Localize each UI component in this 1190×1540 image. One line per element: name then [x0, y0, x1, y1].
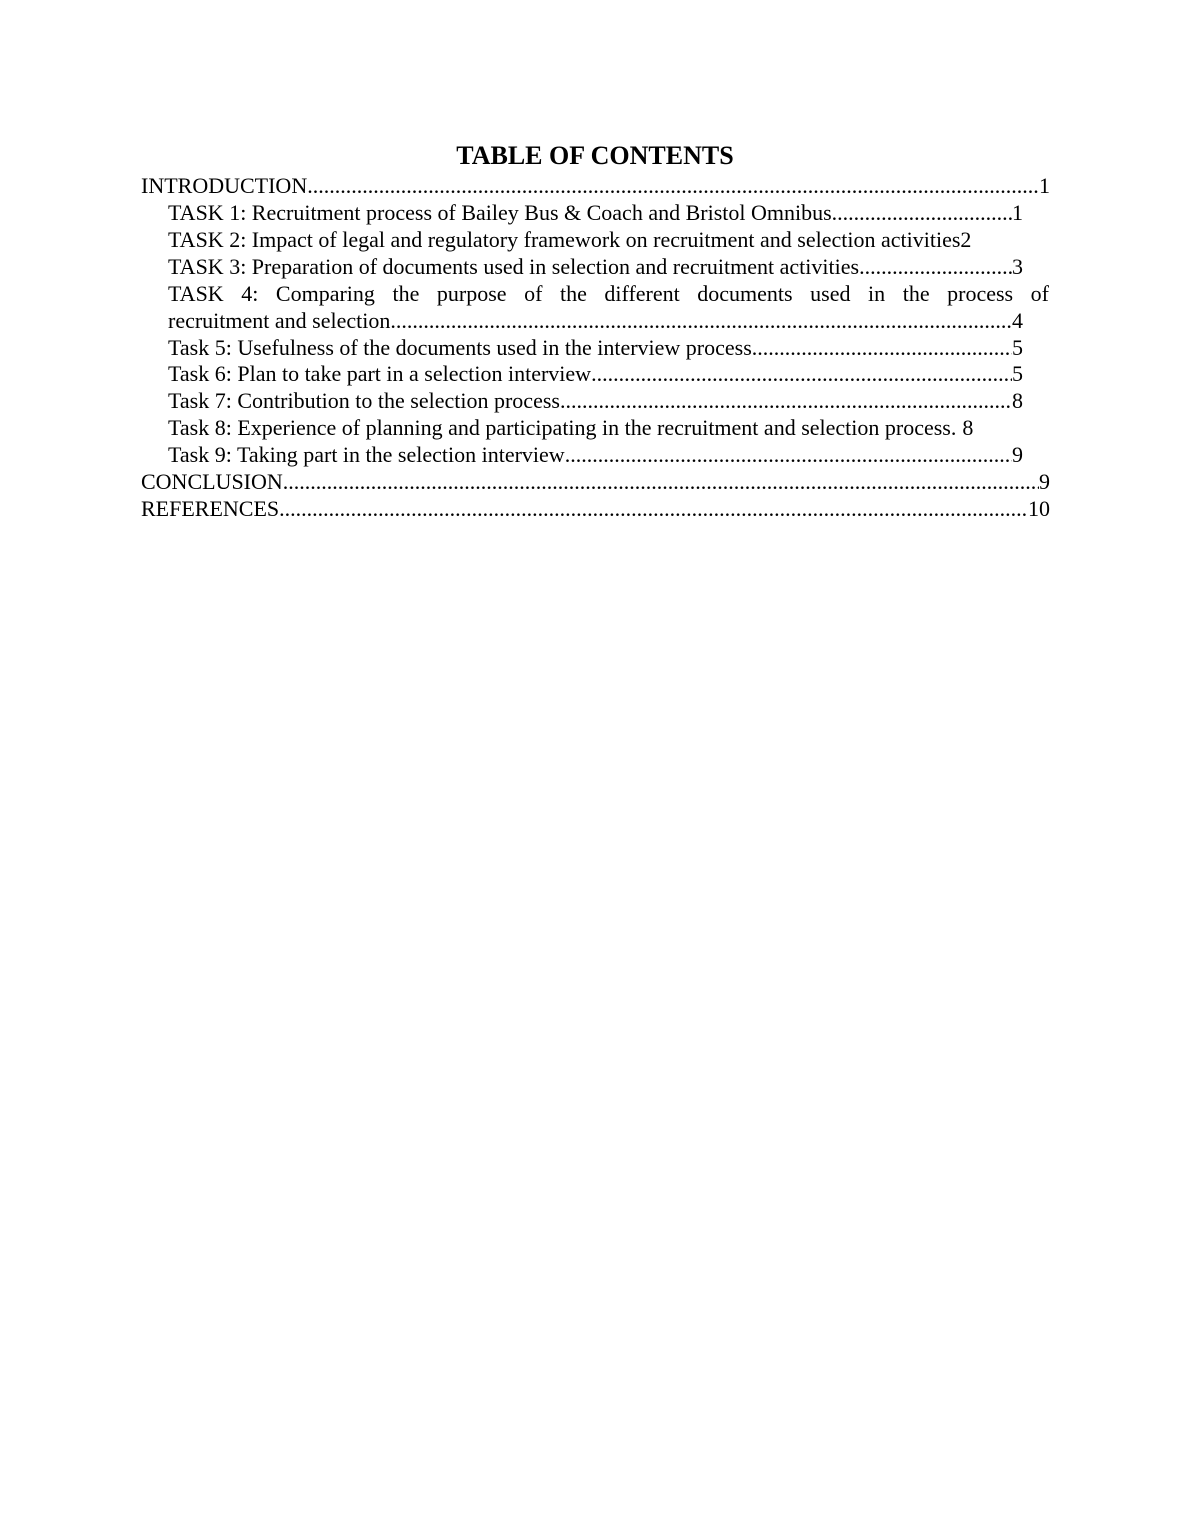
toc-leader-dots [859, 253, 1012, 280]
toc-entry-label: TASK 3: Preparation of documents used in selection and recruitment activities [168, 254, 860, 279]
toc-leader-dots [565, 441, 1012, 468]
toc-page-number: 5 [1012, 361, 1023, 386]
toc-entry-label: Task 8: Experience of planning and participating in the recruitment and selection process. [168, 415, 957, 440]
toc-leader-dots [832, 199, 1012, 226]
toc-entry-label: INTRODUCTION [141, 173, 308, 198]
toc-entry-label: TASK 1: Recruitment process of Bailey Bus & Coach and Bristol Omnibus [168, 200, 832, 225]
toc-page-number: 3 [1012, 254, 1023, 279]
toc-page-number: 9 [1012, 442, 1023, 467]
toc-leader-dots [591, 360, 1012, 387]
toc-entry-task-9[interactable] [168, 441, 1023, 468]
toc-entry-task-4[interactable] [168, 280, 1049, 334]
toc-page-number: 5 [1012, 335, 1023, 360]
toc-page-number: 10 [1028, 496, 1050, 521]
toc-leader-dots [560, 387, 1012, 414]
toc-entry-label: Task 7: Contribution to the selection process [168, 388, 560, 413]
toc-entry-task-6[interactable] [168, 360, 1023, 387]
toc-page-number: 9 [1039, 469, 1050, 494]
toc-leader-dots [390, 307, 1012, 334]
toc-leader-dots [307, 172, 1039, 199]
toc-page-number: 8 [1012, 388, 1023, 413]
toc-leader-dots [752, 334, 1012, 361]
toc-page-number: 2 [960, 227, 972, 252]
toc-entry-task-5[interactable] [168, 334, 1023, 361]
toc-entry-task-7[interactable] [168, 387, 1023, 414]
toc-entry-task-1[interactable] [168, 199, 1023, 226]
toc-page-number: 4 [1012, 308, 1023, 333]
toc-entry-label: Task 5: Usefulness of the documents used in the interview process [168, 335, 752, 360]
toc-entry-introduction[interactable] [141, 172, 1050, 199]
toc-entry-task-8[interactable] [168, 414, 1023, 441]
toc-entry-conclusion[interactable] [141, 468, 1050, 495]
toc-title: TABLE OF CONTENTS [456, 141, 734, 170]
toc-entry-label-line1: TASK 4: Comparing the purpose of the different documents used in the process of [168, 281, 1049, 306]
toc-entry-label: TASK 2: Impact of legal and regulatory framework on recruitment and selection activities [168, 227, 961, 252]
toc-leader-dots [279, 495, 1028, 522]
toc-entry-label: Task 9: Taking part in the selection interview [168, 442, 565, 467]
toc-page-number: 1 [1039, 173, 1050, 198]
toc-page-number: 1 [1012, 200, 1023, 225]
toc-entry-references[interactable] [141, 495, 1050, 522]
toc-entry-task-3[interactable] [168, 253, 1023, 280]
toc-leader-dots [283, 468, 1039, 495]
toc-page-number: 8 [962, 415, 974, 440]
toc-entry-label: CONCLUSION [141, 469, 283, 494]
toc-entry-line2 [168, 307, 1023, 334]
toc-entry-label-line2: recruitment and selection [168, 308, 391, 333]
toc-entry-task-2[interactable] [168, 226, 1023, 253]
toc-entry-label: REFERENCES [141, 496, 280, 521]
toc-entry-label: Task 6: Plan to take part in a selection interview [168, 361, 592, 386]
